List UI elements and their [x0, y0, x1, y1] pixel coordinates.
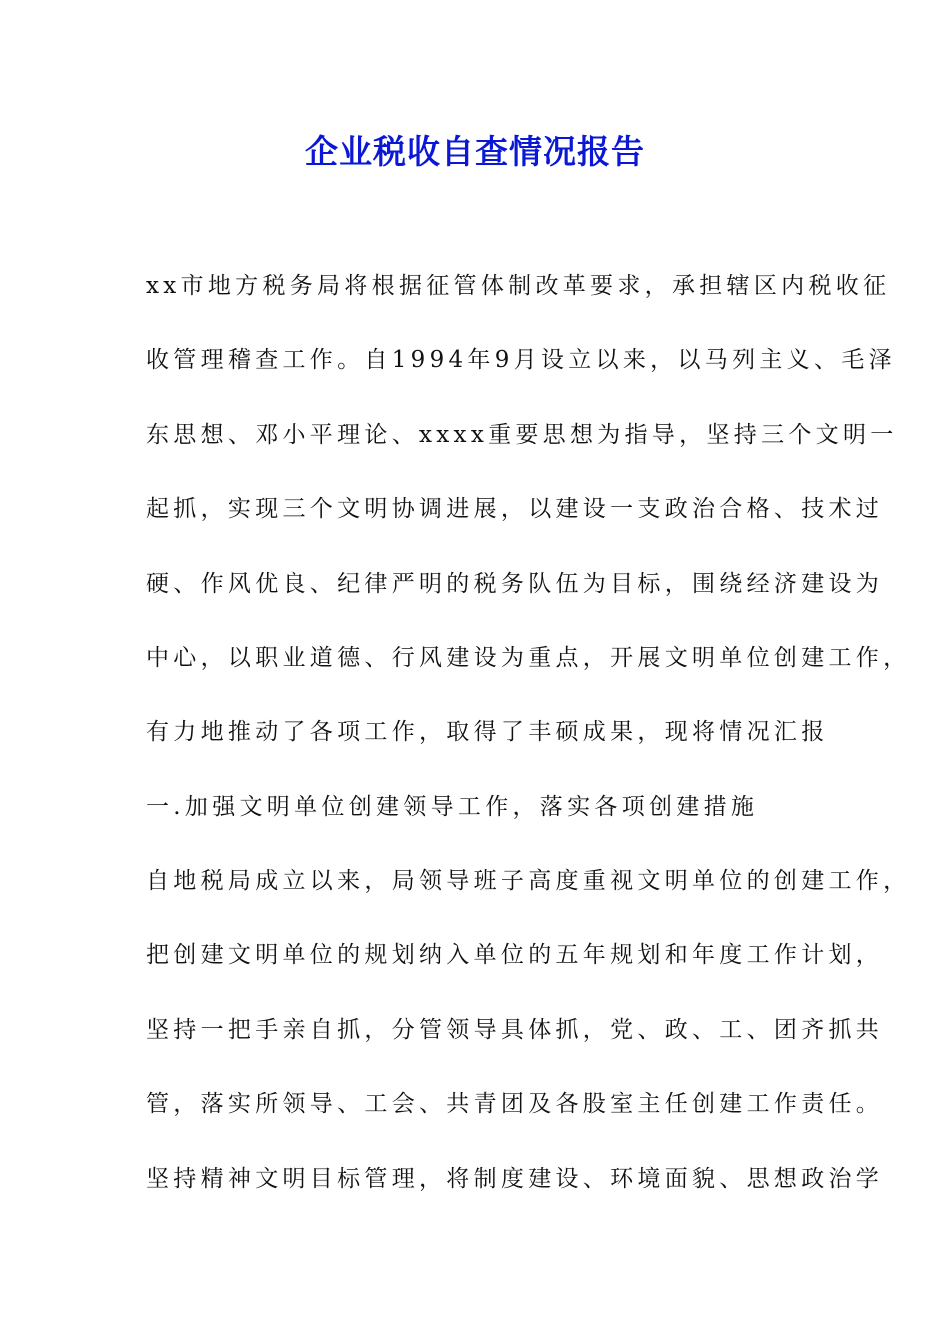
body-line: 把创建文明单位的规划纳入单位的五年规划和年度工作计划，: [146, 942, 884, 968]
body-line: 起抓，实现三个文明协调进展，以建设一支政治合格、技术过: [146, 496, 884, 522]
body-line: 东思想、邓小平理论、xxxx重要思想为指导，坚持三个文明一: [146, 422, 898, 448]
body-line: 硬、作风优良、纪律严明的税务队伍为目标，围绕经济建设为: [146, 571, 884, 597]
body-line: 坚持一把手亲自抓，分管领导具体抓，党、政、工、团齐抓共: [146, 1017, 884, 1043]
body-line: 坚持精神文明目标管理，将制度建设、环境面貌、思想政治学: [146, 1166, 884, 1192]
body-line: 管，落实所领导、工会、共青团及各股室主任创建工作责任。: [146, 1091, 884, 1117]
body-line: 收管理稽查工作。自1994年9月设立以来，以马列主义、毛泽: [146, 347, 896, 373]
body-line: 有力地推动了各项工作，取得了丰硕成果，现将情况汇报: [146, 719, 829, 745]
section-heading: 一.加强文明单位创建领导工作，落实各项创建措施: [146, 794, 759, 820]
body-line: 中心，以职业道德、行风建设为重点，开展文明单位创建工作，: [146, 645, 911, 671]
body-line: 自地税局成立以来，局领导班子高度重视文明单位的创建工作，: [146, 868, 911, 894]
document-title: 企业税收自查情况报告: [305, 132, 645, 171]
body-line: xx市地方税务局将根据征管体制改革要求，承担辖区内税收征: [146, 273, 891, 299]
